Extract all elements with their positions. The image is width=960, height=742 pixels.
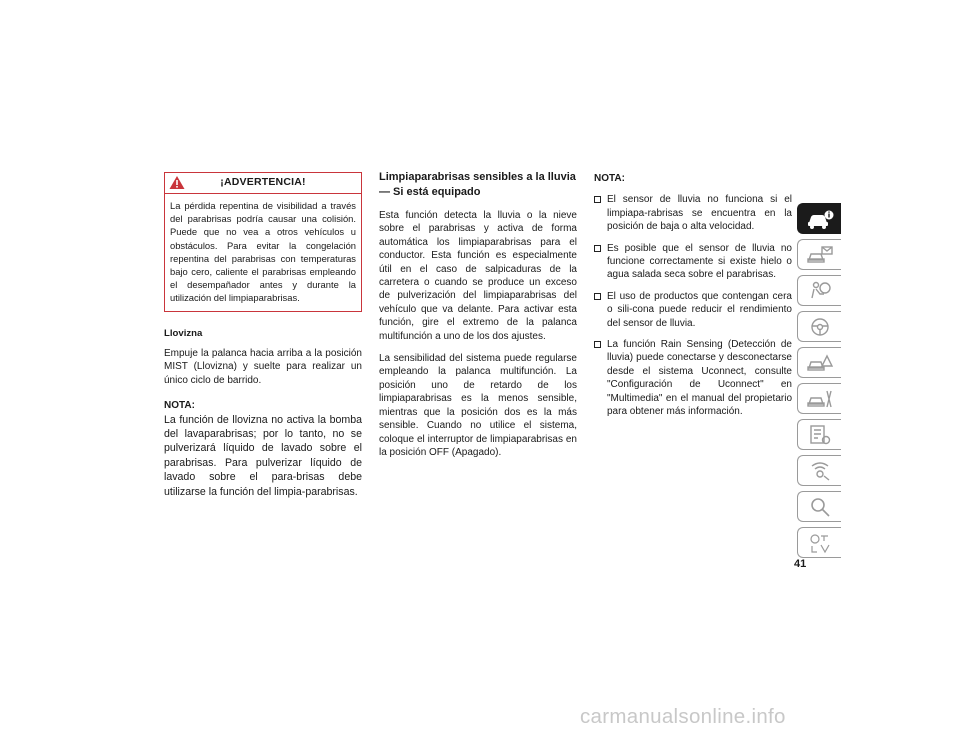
maintenance-list-icon — [806, 424, 834, 446]
note-item: Es posible que el sensor de lluvia no funcione correctamente si existe hielo o agua salada seca sobre el parabrisas. — [594, 242, 792, 282]
language-index-icon — [806, 532, 834, 554]
tab-multimedia[interactable] — [797, 455, 841, 486]
tab-language[interactable] — [797, 527, 841, 558]
warning-triangle-icon — [169, 175, 185, 190]
middle-column — [379, 170, 577, 459]
warning-header — [165, 173, 361, 194]
car-mail-icon — [806, 244, 834, 266]
checkbox-bullet-icon — [594, 341, 601, 348]
nota-text: La función de llovizna no activa la bomba del lavaparabrisas; por lo tanto, no se pulverizará líquido de lavado sobre el parabrisas. Para pulverizar líquido de lavado sobre el para-brisas debe utilizarse la función del limpia-parabrisas. — [164, 413, 362, 498]
warning-text: La pérdida repentina de visibilidad a través del parabrisas podría causar una colisión. Puede que no vea a otros vehículos u obstáculos. Para evitar la congelación repentina del parabrisas con temperaturas bajo cero, caliente el parabrisas empleando el desempañador antes y durante la utilización del limpiaparabrisas. — [170, 200, 356, 304]
tab-car-info[interactable] — [797, 203, 841, 234]
tab-search[interactable] — [797, 491, 841, 522]
llovizna-text: Empuje la palanca hacia arriba a la posición MIST (Llovizna) y suelte para realizar un único ciclo de barrido. — [164, 348, 362, 386]
tab-airbag[interactable] — [797, 275, 841, 306]
tab-steering-wheel[interactable] — [797, 311, 841, 342]
left-column — [164, 172, 362, 499]
steering-wheel-icon — [806, 316, 834, 338]
watermark-text: carmanualsonline.info — [580, 705, 786, 728]
checkbox-bullet-icon — [594, 245, 601, 252]
section-heading: Limpiaparabrisas sensibles a la lluvia — Si está equipado — [379, 171, 576, 198]
tab-car-warning[interactable] — [797, 347, 841, 378]
checkbox-bullet-icon — [594, 196, 601, 203]
warning-title: ¡ADVERTENCIA! — [220, 176, 306, 189]
page-number: 41 — [794, 558, 807, 570]
note-item: La función Rain Sensing (Detección de lluvia) puede conectarse y desconectarse desde el sistema Uconnect, consulte "Configuración de Uconnect" en "Multimedia" en el manual del propietario para obtener más información. — [594, 338, 792, 418]
chapter-tabs — [797, 203, 841, 563]
search-icon — [806, 496, 834, 518]
checkbox-bullet-icon — [594, 293, 601, 300]
airbag-icon — [806, 280, 834, 302]
tab-maintenance[interactable] — [797, 419, 841, 450]
llovizna-heading: Llovizna — [164, 327, 203, 339]
warning-box — [164, 172, 362, 312]
note-item: El uso de productos que contengan cera o sili-cona puede reducir el rendimiento del sensor de lluvia. — [594, 290, 792, 330]
tab-car-mail[interactable] — [797, 239, 841, 270]
car-info-icon — [806, 208, 834, 230]
tab-car-tools[interactable] — [797, 383, 841, 414]
rain-paragraph-1: Esta función detecta la lluvia o la nieve sobre el parabrisas y activa de forma automática los limpiaparabrisas para el conductor. Esta función es especialmente útil en el caso de salpicaduras de la carretera o cuando se produce un exceso de pulverización del limpiaparabrisas del vehículo que va delante. Para activar esta función, gire el extremo de la palanca multifunción a uno de los dos ajustes. — [379, 210, 577, 342]
rain-paragraph-2: La sensibilidad del sistema puede regularse empleando la palanca multifunción. La posición uno de retardo de los limpiaparabrisas es la menos sensible, mientras que la posición dos es la más sensible. Cuando no utilice el sistema, coloque el interruptor de limpiaparabrisas en la posición OFF (Apagado). — [379, 353, 577, 458]
nota-label: NOTA: — [164, 400, 195, 412]
car-tools-icon — [806, 388, 834, 410]
car-warning-icon — [806, 352, 834, 374]
multimedia-icon — [806, 460, 834, 482]
note-item: El sensor de lluvia no funciona si el limpiapa-rabrisas se encuentra en la posición de baja o alta velocidad. — [594, 193, 792, 233]
right-column — [594, 172, 792, 419]
notes-label: NOTA: — [594, 173, 625, 184]
